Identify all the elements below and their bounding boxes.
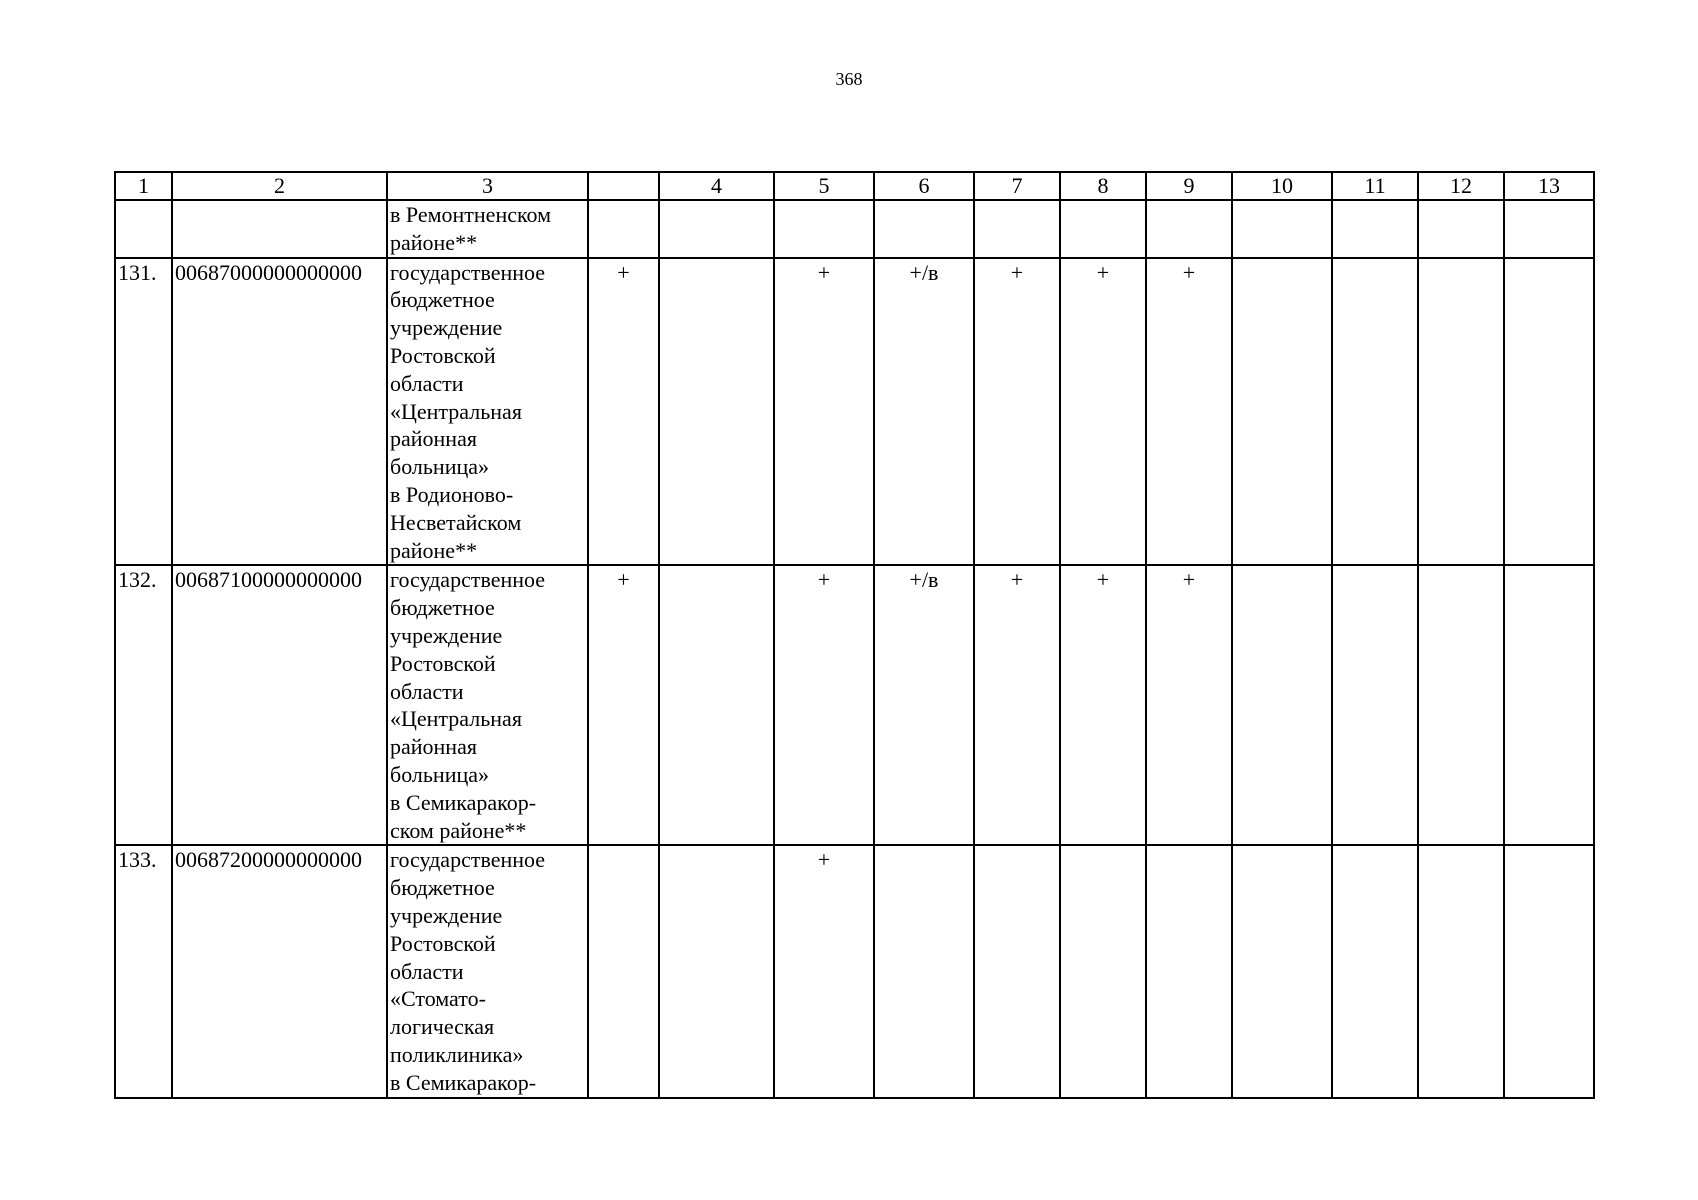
- column-header: 10: [1232, 172, 1332, 200]
- row-name-line: государственное: [390, 567, 546, 593]
- page-number: 368: [835, 69, 863, 89]
- row-name-line: области: [390, 958, 464, 984]
- row-name: [387, 565, 588, 845]
- row-name-line: больница»: [390, 454, 489, 480]
- row-name-line: в Ремонтненском: [390, 202, 552, 227]
- row-number: 133.: [115, 845, 172, 1097]
- row-name-line: логическая: [390, 1014, 495, 1040]
- row-mark: [1232, 565, 1332, 845]
- row-mark: [1060, 845, 1146, 1097]
- row-mark: [588, 845, 659, 1097]
- row-mark: +: [588, 565, 659, 845]
- row-mark: [1060, 200, 1146, 258]
- row-name-line: Ростовской: [390, 930, 496, 956]
- row-name-line: больница»: [390, 761, 489, 787]
- row-mark: [1418, 258, 1504, 566]
- row-mark: [1418, 845, 1504, 1097]
- row-mark: +/в: [874, 258, 974, 566]
- column-header: [588, 172, 659, 200]
- row-name: [387, 200, 588, 258]
- row-number: [115, 200, 172, 258]
- row-mark: [1504, 200, 1594, 258]
- row-mark: +: [1146, 565, 1232, 845]
- row-code: 00687100000000000: [172, 565, 387, 845]
- row-mark: +: [774, 845, 874, 1097]
- row-code: 00687200000000000: [172, 845, 387, 1097]
- row-mark: [1504, 258, 1594, 566]
- row-mark: [1418, 565, 1504, 845]
- row-name-line: «Центральная: [390, 398, 522, 424]
- row-mark: [1232, 200, 1332, 258]
- column-header: 2: [172, 172, 387, 200]
- row-mark: [1504, 565, 1594, 845]
- column-header: 13: [1504, 172, 1594, 200]
- column-header: 3: [387, 172, 588, 200]
- row-name-line: учреждение: [390, 902, 503, 928]
- row-name-line: в Семикаракор-: [390, 1069, 537, 1095]
- row-name-line: учреждение: [390, 315, 503, 341]
- row-mark: +: [774, 565, 874, 845]
- row-name-line: районе**: [390, 537, 478, 563]
- row-mark: [1332, 845, 1418, 1097]
- row-name: [387, 845, 588, 1097]
- row-mark: +: [1060, 258, 1146, 566]
- row-name-line: учреждение: [390, 622, 503, 648]
- column-header: 5: [774, 172, 874, 200]
- row-mark: [659, 200, 774, 258]
- table-row: [115, 565, 1594, 845]
- row-code: [172, 200, 387, 258]
- row-mark: [1232, 845, 1332, 1097]
- row-mark: [1418, 200, 1504, 258]
- row-name-line: районе**: [390, 229, 478, 255]
- row-name-line: бюджетное: [390, 287, 495, 313]
- row-name-line: области: [390, 678, 464, 704]
- table-row: [115, 200, 1594, 258]
- row-name-line: «Стомато-: [390, 986, 486, 1012]
- row-mark: [1332, 565, 1418, 845]
- row-name-line: государственное: [390, 259, 546, 285]
- row-mark: [974, 200, 1060, 258]
- column-header: 7: [974, 172, 1060, 200]
- row-code: 00687000000000000: [172, 258, 387, 566]
- row-mark: [774, 200, 874, 258]
- row-number: 131.: [115, 258, 172, 566]
- row-mark: [1504, 845, 1594, 1097]
- register-table: [114, 171, 1595, 1099]
- row-mark: +/в: [874, 565, 974, 845]
- row-mark: [1332, 258, 1418, 566]
- row-mark: [874, 200, 974, 258]
- row-mark: [1332, 200, 1418, 258]
- column-header: 12: [1418, 172, 1504, 200]
- row-mark: [659, 845, 774, 1097]
- row-mark: [1232, 258, 1332, 566]
- column-header: 6: [874, 172, 974, 200]
- row-mark: [659, 565, 774, 845]
- table-row: [115, 258, 1594, 566]
- row-name-line: районная: [390, 426, 477, 452]
- row-mark: [588, 200, 659, 258]
- row-name-line: в Родионово-: [390, 481, 514, 507]
- column-header: 9: [1146, 172, 1232, 200]
- row-mark: [974, 845, 1060, 1097]
- row-number: 132.: [115, 565, 172, 845]
- row-name-line: районная: [390, 734, 477, 760]
- row-mark: [1146, 845, 1232, 1097]
- row-mark: +: [974, 565, 1060, 845]
- row-mark: [659, 258, 774, 566]
- row-name-line: Ростовской: [390, 342, 496, 368]
- row-name-line: ском районе**: [390, 817, 527, 843]
- row-name-line: Несветайском: [390, 509, 522, 535]
- row-mark: [874, 845, 974, 1097]
- column-header: 8: [1060, 172, 1146, 200]
- column-header: 4: [659, 172, 774, 200]
- row-name-line: Ростовской: [390, 650, 496, 676]
- row-mark: +: [774, 258, 874, 566]
- row-mark: +: [588, 258, 659, 566]
- row-name-line: области: [390, 370, 464, 396]
- row-name: [387, 258, 588, 566]
- row-mark: +: [1146, 258, 1232, 566]
- row-name-line: бюджетное: [390, 875, 495, 901]
- row-name-line: государственное: [390, 847, 546, 873]
- row-name-line: бюджетное: [390, 595, 495, 621]
- row-name-line: «Центральная: [390, 706, 522, 732]
- row-mark: [1146, 200, 1232, 258]
- column-header: 11: [1332, 172, 1418, 200]
- row-name-line: поликлиника»: [390, 1041, 524, 1067]
- row-mark: +: [1060, 565, 1146, 845]
- row-name-line: в Семикаракор-: [390, 789, 537, 815]
- row-mark: +: [974, 258, 1060, 566]
- header-row: [115, 172, 1594, 200]
- column-header: 1: [115, 172, 172, 200]
- table-row: [115, 845, 1594, 1097]
